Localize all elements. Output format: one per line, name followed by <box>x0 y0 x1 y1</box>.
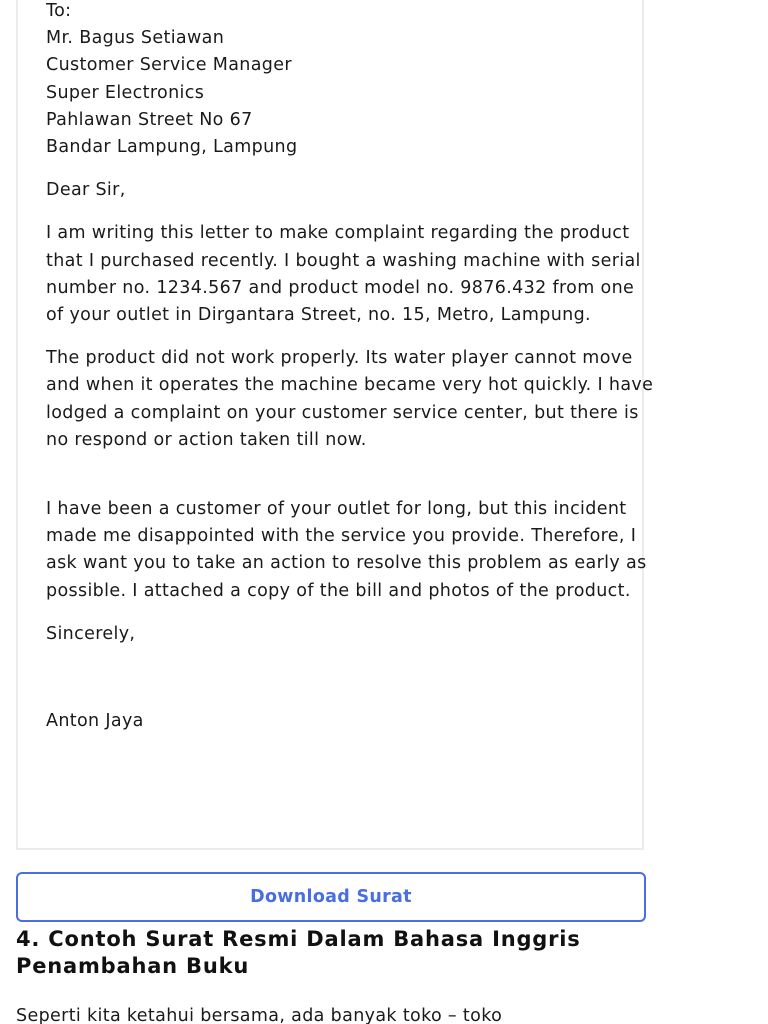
letter-salutation: Dear Sir, <box>46 180 126 201</box>
address-line: Pahlawan Street No 67 <box>46 109 253 130</box>
letter-signature: Anton Jaya <box>46 711 144 732</box>
letter-paragraph: The product did not work properly. Its water player cannot move and when it operates the machine became very hot quickly. I have lodged a complaint on your customer service center, but there is no respond or action taken till now. <box>46 348 654 450</box>
address-line: Bandar Lampung, Lampung <box>46 137 298 158</box>
recipient-address <box>46 0 656 161</box>
download-letter-button[interactable]: Download Surat <box>16 872 646 922</box>
address-line: Mr. Bagus Setiawan <box>46 28 225 49</box>
letter-closing: Sincerely, <box>46 623 136 644</box>
complaint-letter <box>46 0 656 735</box>
address-line: To: <box>46 1 72 21</box>
section-intro-text: Seperti kita ketahui bersama, ada banyak toko – toko <box>16 1006 503 1024</box>
letter-paragraph: I am writing this letter to make complaint regarding the product that I purchased recently. I bought a washing machine with serial number no. 1234.567 and product model no. 9876.432 from one of your outlet in Dirgantara Street, no. 15, Metro, Lampung. <box>46 223 641 326</box>
address-line: Customer Service Manager <box>46 55 292 76</box>
letter-paragraph: I have been a customer of your outlet for long, but this incident made me disappointed with the service you provide. Therefore, I ask want you to take an action to resolve this problem as early as possible. I attached a copy of the bill and photos of the product. <box>46 499 647 601</box>
letter-example-box <box>16 0 654 850</box>
address-line: Super Electronics <box>46 82 205 103</box>
section-heading: 4. Contoh Surat Resmi Dalam Bahasa Inggris Penambahan Buku <box>16 927 581 978</box>
